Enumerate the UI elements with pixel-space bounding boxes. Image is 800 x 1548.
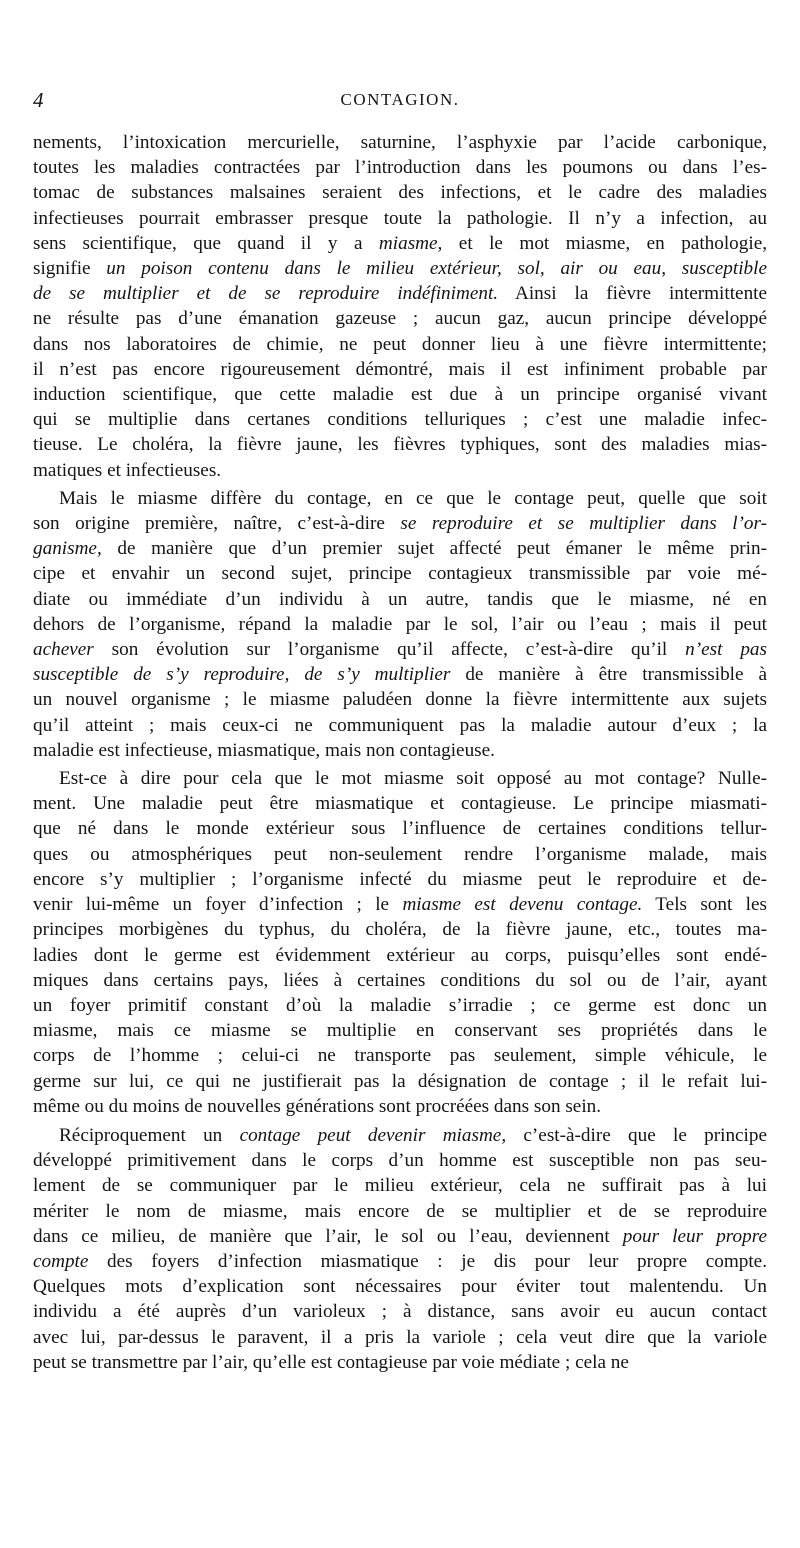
text-run: dans nos laboratoires de chimie, ne peut donner lieu à une fièvre intermittente; <box>33 333 767 355</box>
italic-run: ganisme, <box>33 538 102 560</box>
italic-run: miasme, <box>378 232 443 254</box>
italic-run: n’est pas <box>685 639 767 661</box>
text-run: qu’il atteint ; mais ceux-ci ne communiquent pas la maladie autour d’eux ; la <box>33 714 767 736</box>
italic-run: pour leur propre <box>622 1225 767 1247</box>
text-line <box>33 587 767 612</box>
text-run: sens scientifique, que quand il y a <box>33 232 379 254</box>
text-run: Ainsi la fièvre intermittente <box>498 283 768 305</box>
text-line <box>33 155 767 180</box>
text-run: Réciproquement un <box>59 1124 240 1146</box>
text-line <box>33 612 767 637</box>
text-line <box>33 738 767 763</box>
running-title: CONTAGION. <box>340 90 460 109</box>
text-run: son évolution sur l’organisme qu’il affecte, c’est-à-dire qu’il <box>93 639 686 661</box>
text-run: peut se transmettre par l’air, qu’elle est contagieuse par voie médiate ; cela ne <box>33 1351 629 1373</box>
paragraph <box>33 130 767 483</box>
text-run: ladies dont le germe est évidemment extérieur au corps, puisqu’elles sont endé- <box>33 944 767 966</box>
text-line <box>33 943 767 968</box>
text-run: tomac de substances malsaines seraient des infections, et le cadre des maladies <box>33 182 767 204</box>
text-line <box>33 993 767 1018</box>
text-run: tieuse. Le choléra, la fièvre jaune, les fièvres typhiques, sont des maladies mias- <box>33 434 767 456</box>
text-run: que né dans le monde extérieur sous l’influence de certaines conditions tellur- <box>33 818 767 840</box>
page-number: 4 <box>33 88 44 112</box>
text-line <box>33 637 767 662</box>
text-run: Est-ce à dire pour cela que le mot miasme soit opposé au mot contage? Nulle- <box>59 768 767 790</box>
paragraph <box>33 1123 767 1375</box>
text-run: qui se multiplie dans certanes conditions telluriques ; c’est une maladie infec- <box>33 409 767 431</box>
text-line <box>33 1274 767 1299</box>
text-run: et le mot miasme, en pathologie, <box>442 232 768 254</box>
text-line <box>33 1069 767 1094</box>
italic-run: compte <box>33 1250 89 1272</box>
text-line <box>33 1224 767 1249</box>
text-line <box>33 1325 767 1350</box>
text-run: dans ce milieu, de manière que l’air, le sol ou l’eau, deviennent <box>33 1225 623 1247</box>
text-run: ment. Une maladie peut être miasmatique et contagieuse. Le principe miasmati- <box>33 793 767 815</box>
text-line <box>33 357 767 382</box>
text-run: diate ou immédiate d’un individu à un autre, tandis que le miasme, né en <box>33 588 767 610</box>
page-header <box>33 88 767 114</box>
text-run: son origine première, naître, c’est-à-dire <box>33 513 401 535</box>
italic-run: contage peut devenir miasme, <box>239 1124 507 1146</box>
text-run: individu a été auprès d’un varioleux ; à distance, sans avoir eu aucun contact <box>33 1301 767 1323</box>
text-run: venir lui-même un foyer d’infection ; le <box>33 894 403 916</box>
text-run: de manière que d’un premier sujet affecté peut émaner le même prin- <box>101 538 767 560</box>
text-run: induction scientifique, que cette maladie est due à un principe organisé vivant <box>33 384 767 406</box>
text-run: signifie <box>33 258 107 280</box>
text-line <box>33 892 767 917</box>
text-line <box>33 256 767 281</box>
text-line <box>33 917 767 942</box>
body-text <box>33 130 767 1375</box>
text-run: de manière à être transmissible à <box>450 664 767 686</box>
text-run: miasme, mais ce miasme se multiplie en conservant ses propriétés dans le <box>33 1020 767 1042</box>
italic-run: de se multiplier et de se reproduire indéfiniment. <box>33 283 499 305</box>
text-line <box>33 486 767 511</box>
text-line <box>33 867 767 892</box>
text-run: des foyers d’infection miasmatique : je dis pour leur propre compte. <box>88 1250 767 1272</box>
text-run: encore s’y multiplier ; l’organisme infecté du miasme peut le reproduire et de- <box>33 868 767 890</box>
text-run: matiques et infectieuses. <box>33 459 222 481</box>
text-line <box>33 458 767 483</box>
text-run: corps de l’homme ; celui-ci ne transporte pas seulement, simple véhicule, le <box>33 1045 767 1067</box>
text-line <box>33 1173 767 1198</box>
text-line <box>33 687 767 712</box>
text-line <box>33 1249 767 1274</box>
text-run: maladie est infectieuse, miasmatique, mais non contagieuse. <box>33 739 495 761</box>
italic-run: un poison contenu dans le milieu extérieur, sol, air ou eau, susceptible <box>106 258 767 280</box>
text-line <box>33 1299 767 1324</box>
text-run: ne résulte pas d’une émanation gazeuse ; aucun gaz, aucun principe développé <box>33 308 767 330</box>
text-run: principes morbigènes du typhus, du choléra, de la fièvre jaune, etc., toutes ma- <box>33 919 767 941</box>
text-line <box>33 1350 767 1375</box>
text-line <box>33 536 767 561</box>
italic-run: achever <box>33 639 94 661</box>
text-line <box>33 1199 767 1224</box>
text-line <box>33 206 767 231</box>
text-line <box>33 1018 767 1043</box>
text-run: nements, l’intoxication mercurielle, saturnine, l’asphyxie par l’acide carbonique, <box>33 132 767 153</box>
text-run: même ou du moins de nouvelles générations sont procréées dans son sein. <box>33 1095 602 1117</box>
text-line <box>33 816 767 841</box>
text-line <box>33 180 767 205</box>
text-line <box>33 1043 767 1068</box>
text-line <box>33 231 767 256</box>
text-line <box>33 432 767 457</box>
text-run: Quelques mots d’explication sont nécessaires pour éviter tout malentendu. Un <box>33 1276 767 1298</box>
text-line <box>33 407 767 432</box>
text-line <box>33 842 767 867</box>
text-line <box>33 281 767 306</box>
text-run: mériter le nom de miasme, mais encore de se multiplier et de se reproduire <box>33 1200 767 1222</box>
paragraph <box>33 766 767 1119</box>
text-run: infectieuses pourrait embrasser presque toute la pathologie. Il n’y a infection, au <box>33 207 767 229</box>
text-run: un foyer primitif constant d’où la maladie s’irradie ; ce germe est donc un <box>33 994 767 1016</box>
text-run: toutes les maladies contractées par l’introduction dans les poumons ou dans l’es- <box>33 157 767 179</box>
text-line <box>33 130 767 155</box>
text-run: dehors de l’organisme, répand la maladie par le sol, l’air ou l’eau ; mais il peut <box>33 613 767 635</box>
italic-run: se reproduire et se multiplier dans l’or- <box>400 513 767 535</box>
text-run: avec lui, par-dessus le paravent, il a pris la variole ; cela veut dire que la variole <box>33 1326 767 1348</box>
text-line <box>33 662 767 687</box>
text-line <box>33 332 767 357</box>
italic-run: miasme est devenu contage. <box>402 894 643 916</box>
text-run: c’est-à-dire que le principe <box>506 1124 767 1146</box>
text-run: ques ou atmosphériques peut non-seulement rendre l’organisme malade, mais <box>33 843 767 865</box>
text-run: germe sur lui, ce qui ne justifierait pas la désignation de contage ; il le refait lui- <box>33 1070 767 1092</box>
text-line <box>33 791 767 816</box>
text-run: développé primitivement dans le corps d’un homme est susceptible non pas seu- <box>33 1150 767 1172</box>
text-run: cipe et envahir un second sujet, principe contagieux transmissible par voie mé- <box>33 563 767 585</box>
text-line <box>33 511 767 536</box>
text-line <box>33 766 767 791</box>
paragraph <box>33 486 767 763</box>
text-line <box>33 382 767 407</box>
text-line <box>33 713 767 738</box>
text-run: miques dans certains pays, liées à certaines conditions du sol ou de l’air, ayant <box>33 969 767 991</box>
text-line <box>33 1094 767 1119</box>
text-line <box>33 306 767 331</box>
text-line <box>33 1148 767 1173</box>
text-line <box>33 1123 767 1148</box>
text-line <box>33 561 767 586</box>
text-run: il n’est pas encore rigoureusement démontré, mais il est infiniment probable par <box>33 358 767 380</box>
text-line <box>33 968 767 993</box>
text-run: Mais le miasme diffère du contage, en ce que le contage peut, quelle que soit <box>59 487 767 509</box>
text-run: un nouvel organisme ; le miasme paludéen donne la fièvre intermittente aux sujets <box>33 689 767 711</box>
text-run: lement de se communiquer par le milieu extérieur, cela ne suffirait pas à lui <box>33 1175 767 1197</box>
italic-run: susceptible de s’y reproduire, de s’y multiplier <box>33 664 451 686</box>
text-run: Tels sont les <box>642 894 767 916</box>
